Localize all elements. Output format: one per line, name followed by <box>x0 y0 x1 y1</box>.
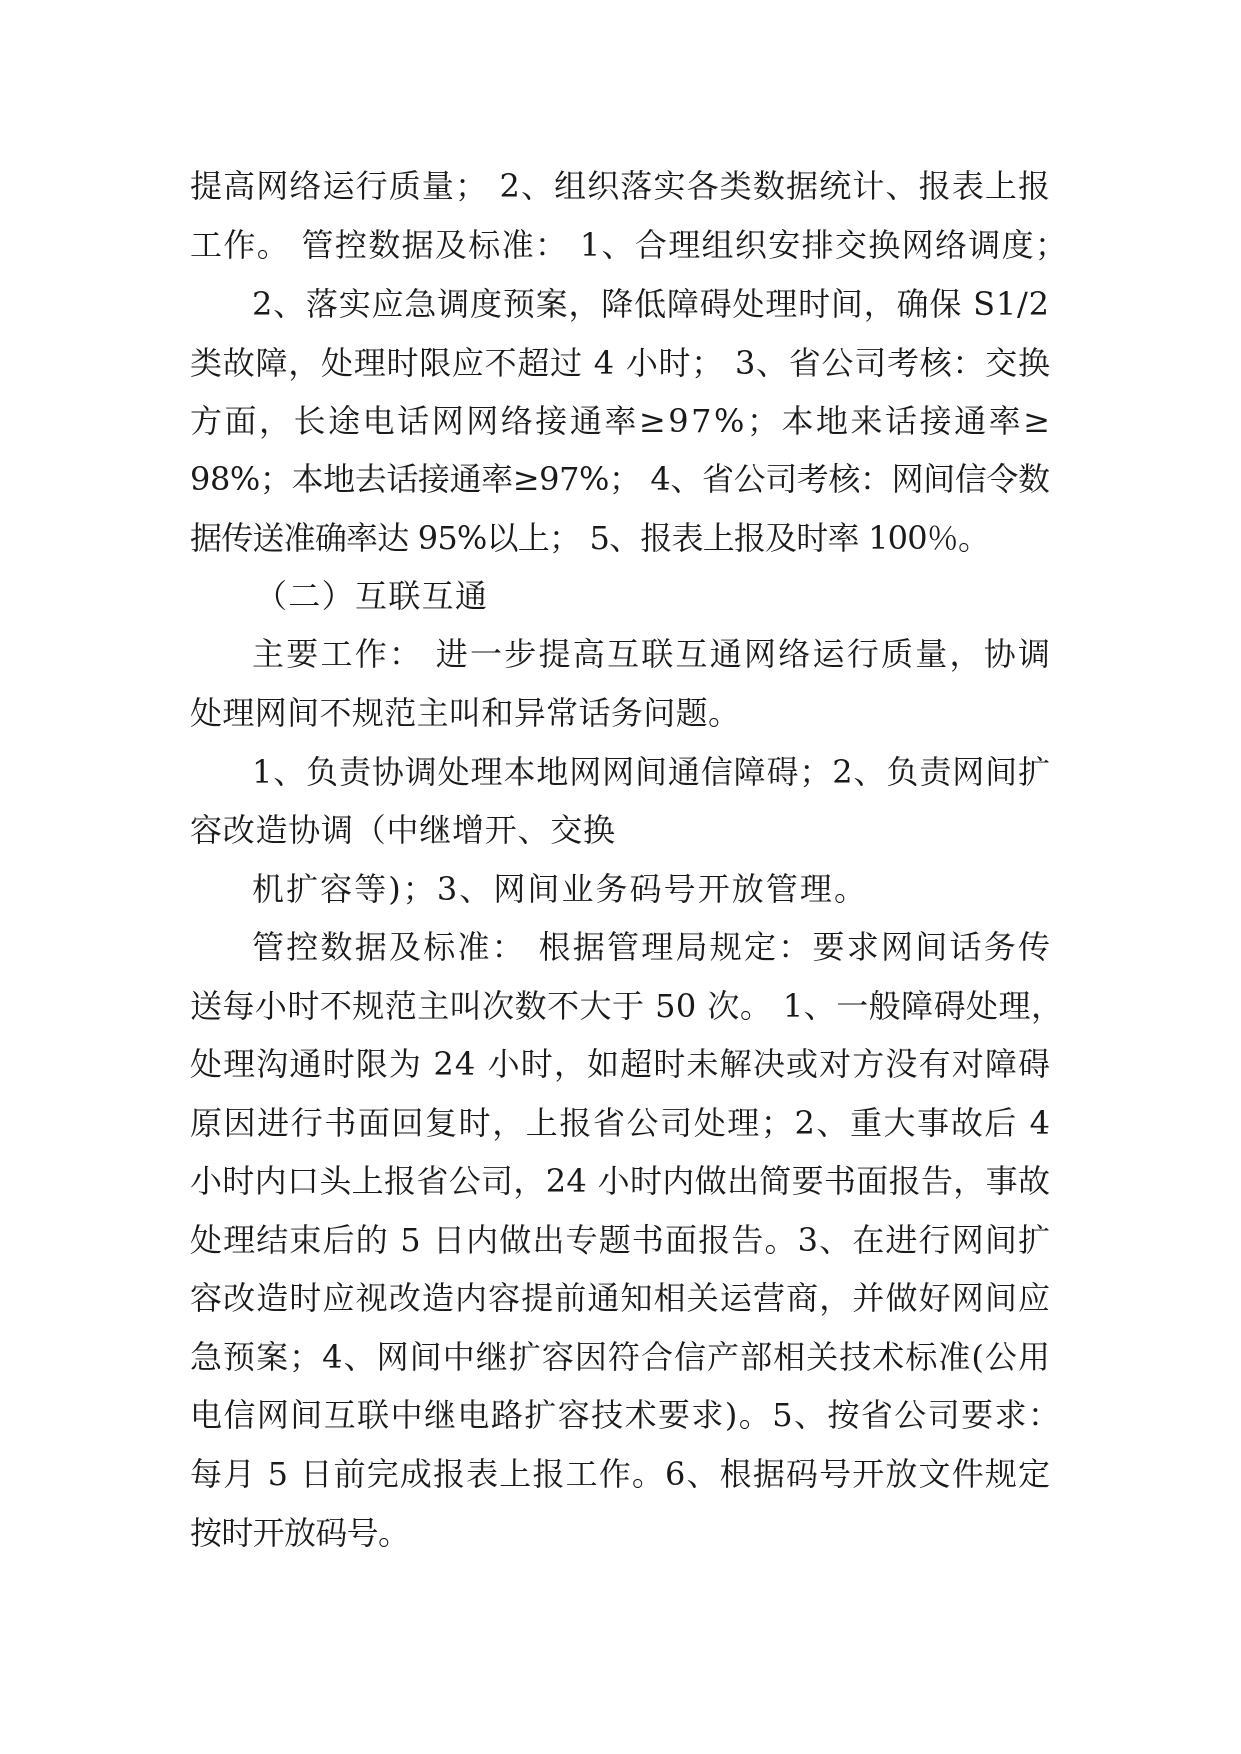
text-line: 主要工作： 进一步提高互联互通网络运行质量，协调 <box>252 635 1053 673</box>
text-line: 类故障，处理时限应不超过 4 小时； 3、省公司考核：交换 <box>190 344 1051 382</box>
text-line: 急预案；4、网间中继扩容因符合信产部相关技术标准(公用 <box>190 1338 1052 1376</box>
text-line: 容改造时应视改造内容提前通知相关运营商，并做好网间应 <box>190 1279 1052 1317</box>
text-line: 每月 5 日前完成报表上报工作。6、根据码号开放文件规定 <box>190 1455 1052 1493</box>
text-line: 处理沟通时限为 24 小时，如超时未解决或对方没有对障碍 <box>190 1045 1052 1083</box>
text-line: 1、负责协调处理本地网网间通信障碍；2、负责网间扩 <box>252 753 1051 791</box>
section-heading: （二）互联互通 <box>255 577 489 615</box>
text-line: 送每小时不规范主叫次数不大于 50 次。 1、一般障碍处理， <box>190 987 1064 1025</box>
text-line: 小时内口头上报省公司，24 小时内做出简要书面报告，事故 <box>190 1162 1051 1200</box>
text-line: 98%；本地去话接通率≥97%； 4、省公司考核：网间信令数 <box>190 460 1050 498</box>
text-line: 方面，长途电话网网络接通率≥97%；本地来话接通率≥ <box>190 402 1053 440</box>
text-line: 原因进行书面回复时，上报省公司处理；2、重大事故后 4 <box>190 1104 1052 1142</box>
text-line: 电信网间互联中继电路扩容技术要求)。5、按省公司要求： <box>190 1396 1062 1434</box>
text-line: 提高网络运行质量； 2、组织落实各类数据统计、报表上报 <box>190 167 1052 205</box>
text-line: 处理结束后的 5 日内做出专题书面报告。3、在进行网间扩 <box>190 1221 1052 1259</box>
text-line: 容改造协调（中继增开、交换 <box>190 811 616 849</box>
text-line: 工作。 管控数据及标准： 1、合理组织安排交换网络调度； <box>190 226 1069 264</box>
text-line: 据传送准确率达 95%以上； 5、报表上报及时率 100％。 <box>190 519 990 557</box>
text-line: 机扩容等)；3、网间业务码号开放管理。 <box>252 870 869 908</box>
text-line: 2、落实应急调度预案，降低障碍处理时间，确保 S1/2 <box>252 285 1050 323</box>
text-line: 管控数据及标准： 根据管理局规定：要求网间话务传 <box>252 928 1053 966</box>
text-line: 按时开放码号。 <box>190 1514 410 1552</box>
text-line: 处理网间不规范主叫和异常话务问题。 <box>190 694 741 732</box>
